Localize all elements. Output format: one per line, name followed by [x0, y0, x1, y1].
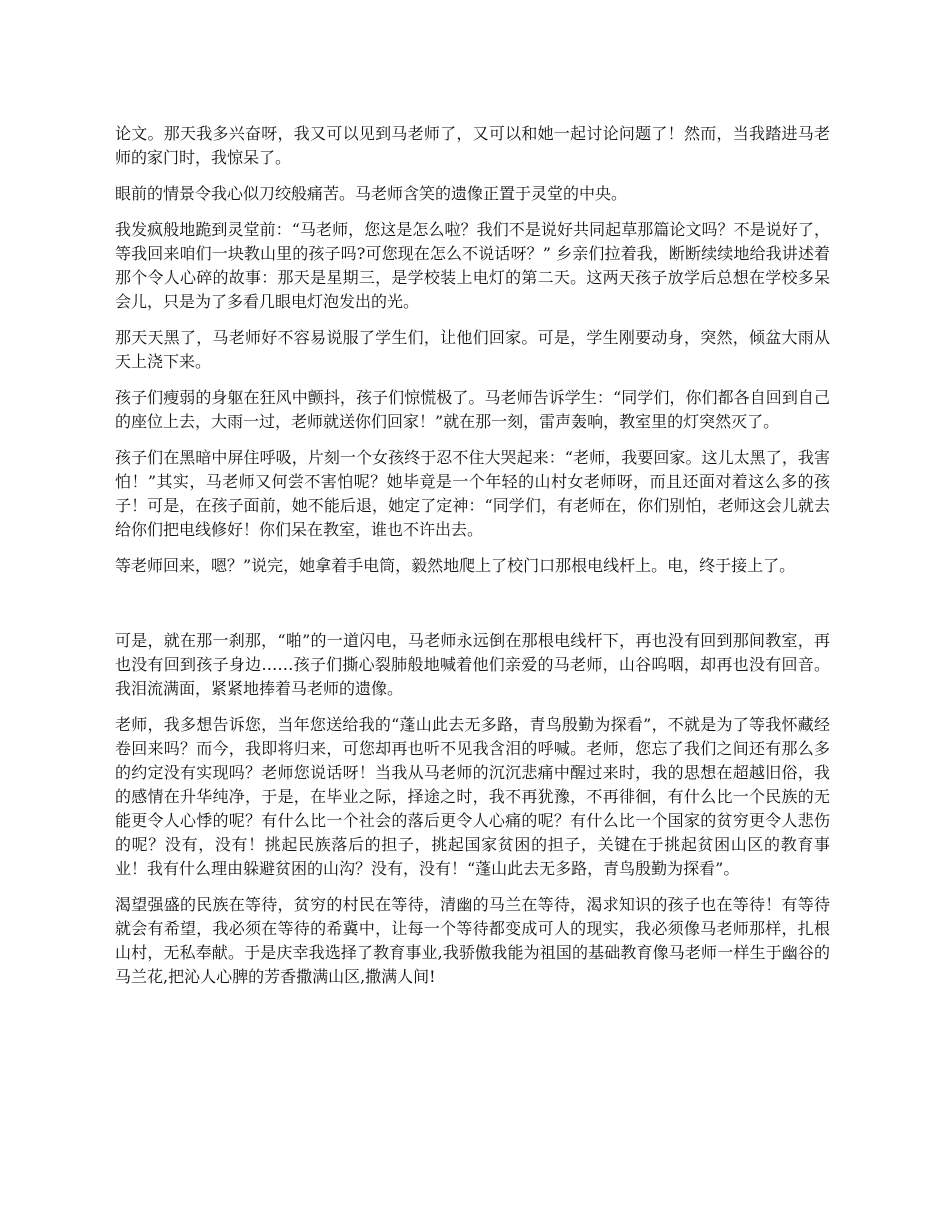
paragraph-heavy-rain: 那天天黑了，马老师好不容易说服了学生们，让他们回家。可是，学生刚要动身，突然，倾盆大雨从天上浇下来。 — [115, 328, 830, 371]
paragraph-memorial-portrait: 眼前的情景令我心似刀绞般痛苦。马老师含笑的遗像正置于灵堂的中央。 — [115, 184, 628, 203]
paragraph-lights-out: 孩子们瘦弱的身躯在狂风中颤抖，孩子们惊慌极了。马老师告诉学生：“同学们，你们都各自回到自己的座位上去，大雨一过，老师就送你们回家！”就在那一刻，雷声轰响，教室里的灯突然灭了。 — [115, 388, 830, 431]
paragraph-gap — [115, 590, 830, 629]
paragraph-in-the-dark: 孩子们在黑暗中屏住呼吸，片刻一个女孩终于忍不住大哭起来：“老师，我要回家。这儿太黑了，我害怕！”其实，马老师又何尝不害怕呢？她毕竟是一个年轻的山村女老师呀，而且还面对着这么多的孩子！可是，在孩子面前，她不能后退，她定了定神：“同学们，有老师在，你们别怕，老师这会儿就去给你们把电线修好！你们呆在教室，谁也不许出去。 — [115, 448, 830, 539]
paragraph-tell-teacher: 老师，我多想告诉您，当年您送给我的“蓬山此去无多路，青鸟殷勤为探看”，不就是为了等我怀藏经卷回来吗？而今，我即将归来，可您却再也听不见我含泪的呼喊。老师，您忘了我们之间还有那么多的约定没有实现吗？老师您说话呀！当我从马老师的沉沉悲痛中醒过来时，我的思想在超越旧俗，我的感情在升华纯净，于是，在毕业之际，择途之时，我不再犹豫，不再徘徊，有什么比一个民族的无能更令人心悸的呢？有什么比一个社会的落后更令人心痛的呢？有什么比一个国家的贫穷更令人悲伤的呢？没有，没有！挑起民族落后的担子，挑起国家贫困的担子，关键在于挑起贫困山区的教育事业！我有什么理由躲避贫困的山沟？没有，没有！“蓬山此去无多路，青鸟殷勤为探看”。 — [115, 715, 830, 878]
paragraph-thesis-visit: 论文。那天我多兴奋呀，我又可以见到马老师了，又可以和她一起讨论问题了！然而，当我踏进马老师的家门时，我惊呆了。 — [115, 124, 830, 167]
paragraph-kneeling-at-hall: 我发疯般地跪到灵堂前：“马老师，您这是怎么啦？我们不是说好共同起草那篇论文吗？不是说好了，等我回来咱们一块教山里的孩子吗?可您现在怎么不说话呀？” 乡亲们拉着我，断断续续地给我讲述着那个令人心碎的故事：那天是星期三，是学校装上电灯的第二天。这两天孩子放学后总想在学校多呆会儿，只是为了多看几眼电灯泡发出的光。 — [115, 220, 830, 311]
paragraph-climbing-pole: 等老师回来，嗯？”说完，她拿着手电筒，毅然地爬上了校门口那根电线杆上。电，终于接上了。 — [115, 556, 796, 575]
document-body — [115, 122, 830, 1001]
paragraph-waiting: 渴望强盛的民族在等待，贫穷的村民在等待，清幽的马兰在等待，渴求知识的孩子也在等待！有等待就会有希望，我必须在等待的希冀中，让每一个等待都变成可人的现实，我必须像马老师那样，扎根山村，无私奉献。于是庆幸我选择了教育事业,我骄傲我能为祖国的基础教育像马老师一样生于幽谷的马兰花,把沁人心脾的芳香撒满山区,撒满人间! — [115, 895, 830, 986]
paragraph-lightning: 可是，就在那一刹那，“啪”的一道闪电，马老师永远倒在那根电线杆下，再也没有回到那间教室，再也没有回到孩子身边……孩子们撕心裂肺般地喊着他们亲爱的马老师，山谷呜咽，却再也没有回音。我泪流满面，紧紧地捧着马老师的遗像。 — [115, 631, 830, 698]
